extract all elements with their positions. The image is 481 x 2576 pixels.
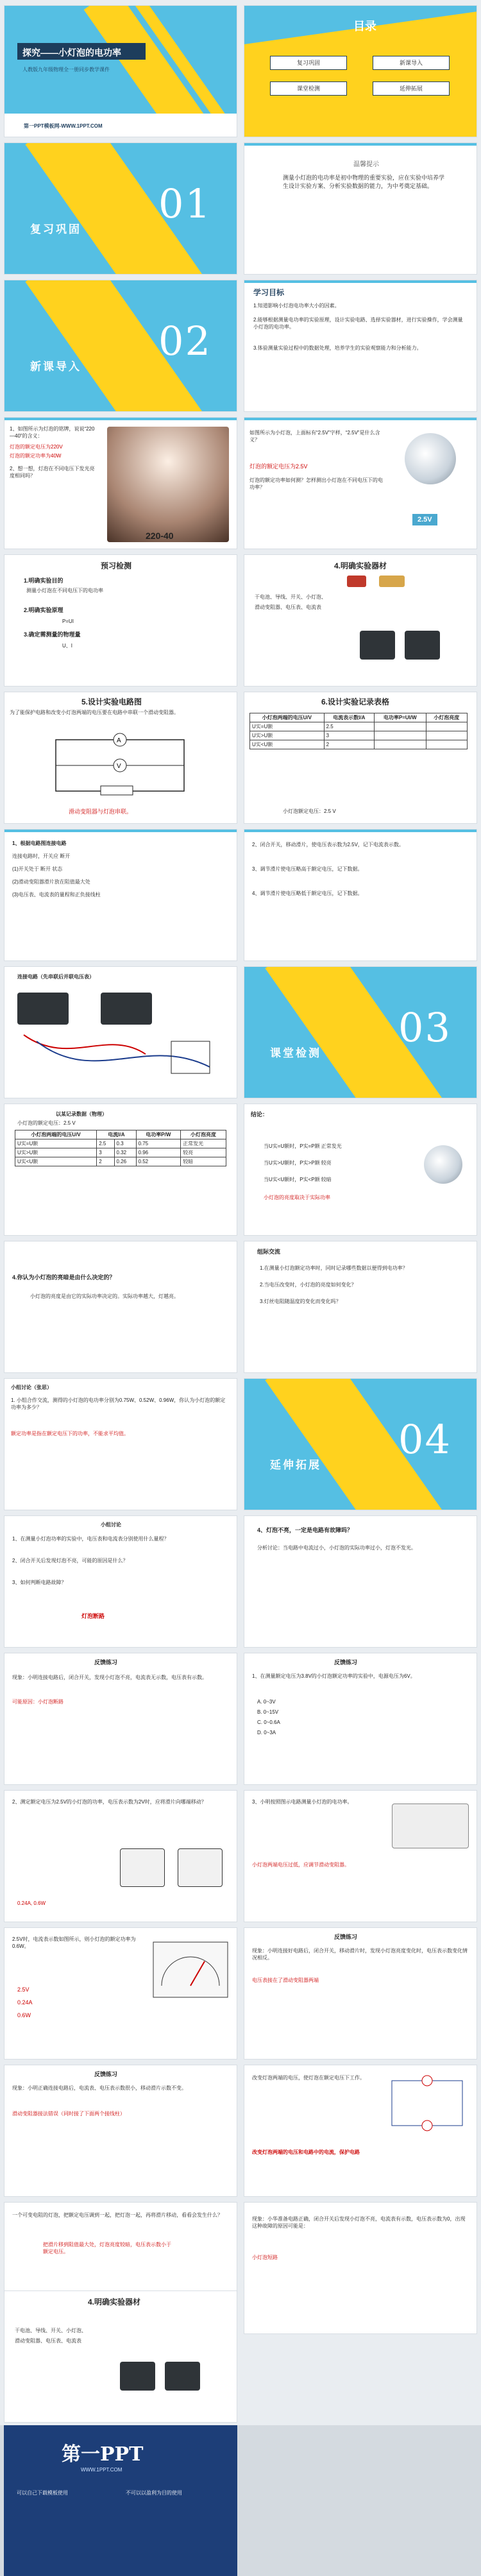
meter2-slide[interactable]: [4, 1927, 237, 2060]
intro-right-q2: 灯泡的额定功率如何测？怎样测出小灯泡在不同电压下的电功率？: [249, 477, 383, 490]
conclusion-3: 当U实<U额时，P实<P额 较暗: [264, 1177, 332, 1182]
reflect-answer: 小灯泡短路: [252, 2255, 278, 2260]
last-left-a: 把滑片移到阻值最大处，灯泡亮度较暗，电压表示数小于额定电压。: [43, 2242, 171, 2255]
data-header: 电功率P/W: [136, 1130, 181, 1139]
table-cell: U实<U额: [15, 1157, 97, 1166]
connection-slide[interactable]: [4, 966, 237, 1098]
goals-slide[interactable]: [244, 280, 477, 412]
discuss-3: 3、如何判断电路故障？: [12, 1580, 67, 1585]
section-2-title: 新课导入: [30, 361, 81, 373]
small-bulb-label: 2.5V: [412, 514, 437, 525]
table-row: [15, 1157, 226, 1166]
group-3: 3.灯丝电阻随温度的变化而变化吗？: [260, 1299, 341, 1304]
conclusion-note: 小灯泡的亮度取决于实际功率: [264, 1195, 330, 1200]
toc-slide[interactable]: [244, 5, 477, 137]
footer-logo: 第一PPT: [62, 2443, 144, 2466]
section-3-title: 课堂检测: [270, 1047, 321, 1059]
meter-dial-1: [120, 1848, 165, 1887]
prep-q2: 2.明确实验原理: [24, 607, 63, 613]
footer-line-2: 不可以以盈利为目的使用: [126, 2490, 182, 2496]
prep-slide[interactable]: [4, 554, 237, 687]
equipment2-line-1: 干电池、导线、开关、小灯泡、: [15, 2328, 87, 2333]
rheostat-diagram: [385, 2074, 469, 2132]
practice-answer: 可能原因：小灯泡断路: [12, 1699, 63, 1705]
data-header: 电流I/A: [97, 1130, 136, 1139]
question4-q: 4.你认为小灯泡的亮暗是由什么决定的？: [12, 1274, 115, 1281]
group-2: 2.当电压改变时，小灯泡的亮度如何变化？: [260, 1282, 357, 1288]
steps-right-slide[interactable]: [244, 829, 477, 961]
voltmeter-icon: [360, 631, 395, 660]
practice-text: 现象：小明连接电路后，闭合开关，发现小灯泡不亮，电流表无示数，电压表有示数。: [12, 1675, 207, 1680]
prep-q3: 3.确定需测量的物理量: [24, 631, 81, 638]
table-cell: U实=U额: [15, 1139, 97, 1148]
conclusion-slide[interactable]: [244, 1104, 477, 1236]
data-table: [15, 1130, 226, 1166]
section-1-number: 01: [158, 180, 212, 227]
gauge-icon: [152, 1941, 229, 1999]
cover-logo: 第一PPT模板网-WWW.1PPT.COM: [24, 123, 103, 129]
table-row: [250, 740, 468, 749]
feedback3-slide[interactable]: [244, 1927, 477, 2060]
table-cell: [375, 740, 426, 749]
toc-item-4[interactable]: 延伸拓展: [373, 81, 450, 96]
goal-3: 3.体验测量实验过程中的数据处理，培养学生的实验观察能力和分析能力。: [253, 345, 422, 351]
meter2-val1: 2.5V: [17, 1986, 30, 1993]
practice2-opt-c[interactable]: C. 0~0.6A: [257, 1719, 280, 1725]
fault-q: 4、灯泡不亮，一定是电路有故障吗？: [257, 1527, 353, 1533]
table-cell: 0.3: [114, 1139, 136, 1148]
svg-text:A: A: [117, 737, 121, 744]
practice-title: 反馈练习: [94, 1659, 118, 1666]
data-header: 小灯泡两端的电压U/V: [15, 1130, 97, 1139]
table-cell: 2: [97, 1157, 114, 1166]
equipment2-title: 4.明确实验器材: [88, 2298, 141, 2307]
step-right-3: 4、调节滑片使电压略低于额定电压，记下数据。: [252, 891, 363, 896]
table-cell: 正常发光: [181, 1139, 226, 1148]
conclusion-1: 当U实=U额时，P实=P额 正常发光: [264, 1143, 342, 1149]
feedback3-title: 反馈练习: [334, 1934, 358, 1940]
prep-title: 预习检测: [101, 561, 132, 570]
bulb-photo: [107, 427, 229, 542]
meter2-val3: 0.6W: [17, 2012, 31, 2018]
equipment-title: 4.明确实验器材: [334, 561, 387, 570]
prep-q1a: 测量小灯泡在不同电压下的电功率: [26, 588, 103, 593]
wire-diagram: [17, 1028, 229, 1093]
equipment-slide[interactable]: [244, 554, 477, 687]
connection-title: 连接电路（先串联后并联电压表）: [17, 974, 94, 980]
table-cell: [426, 722, 467, 731]
data-volt: 小灯泡的额定电压：2.5 V: [17, 1120, 76, 1126]
meter-answer: 0.24A, 0.6W: [17, 1900, 46, 1906]
intro-q1b: 灯泡的额定功率为40W: [10, 453, 62, 459]
practice2-slide[interactable]: [244, 1653, 477, 1785]
practice2-opt-b[interactable]: B. 0~15V: [257, 1709, 279, 1715]
last-right-answer: 改变灯泡两端的电压和电路中的电流，保护电路: [252, 2149, 360, 2155]
question4-slide[interactable]: [4, 1241, 237, 1373]
circuit-desc: 为了能保护电路和改变小灯泡两端的电压要在电路中串联一个滑动变阻器。: [10, 710, 179, 715]
step-left-2: 连接电路时，开关应 断开: [12, 853, 71, 859]
group-title: 组际交流: [257, 1249, 281, 1255]
discuss-answer: 灯泡断路: [81, 1613, 105, 1619]
tip-title: 温馨提示: [353, 161, 379, 168]
data-title: 以某记录数据（物理）: [56, 1111, 107, 1117]
summary-note: 额定功率是指在额定电压下的功率，不能求平均值。: [11, 1431, 129, 1437]
record-note: 小灯泡额定电压：2.5 V: [283, 808, 336, 814]
table-cell: 0.52: [136, 1157, 181, 1166]
practice2-q: 1、在测量额定电压为3.8V的小灯泡额定功率的实验中，电源电压为6V。: [252, 1673, 416, 1679]
switch-icon: [379, 576, 405, 587]
table-cell: 2: [324, 740, 374, 749]
intro-q2: 2、想一想，灯泡在不同电压下发光亮度相同吗？: [10, 466, 95, 479]
table-cell: 0.32: [114, 1148, 136, 1157]
step-left-4: (2)滑动变阻器滑片放在阻值最大处: [12, 879, 90, 885]
record-title: 6.设计实验记录表格: [321, 697, 390, 706]
table-cell: U实>U额: [250, 731, 325, 740]
last-right-slide[interactable]: [244, 2065, 477, 2197]
table-cell: 0.75: [136, 1139, 181, 1148]
circuit3-slide[interactable]: [244, 1790, 477, 1922]
toc-item-3[interactable]: 课堂检测: [270, 81, 347, 96]
step-right-1: 2、闭合开关，移动滑片，使电压表示数为2.5V，记下电流表示数。: [252, 842, 404, 848]
conclusion-2: 当U实>U额时，P实>P额 较亮: [264, 1160, 332, 1166]
table-cell: [426, 731, 467, 740]
prep-q1: 1.明确实验目的: [24, 577, 63, 584]
svg-text:V: V: [117, 763, 121, 770]
table-cell: 0.96: [136, 1148, 181, 1157]
circuit3-q: 3、小明按照图示电路测量小灯泡的电功率。: [252, 1799, 353, 1805]
meter-dial-2: [178, 1848, 223, 1887]
tip-slide[interactable]: [244, 142, 477, 275]
cover-slide[interactable]: [4, 5, 237, 137]
section-4-title: 延伸拓展: [270, 1459, 321, 1471]
practice2-title: 反馈练习: [334, 1659, 358, 1666]
meter-slide[interactable]: [4, 1790, 237, 1922]
summary-slide[interactable]: [4, 1378, 237, 1510]
intro-q1: 1、如图所示为灯泡的铭牌，说说“220—40”的含义：: [10, 426, 95, 439]
ammeter-photo: [17, 993, 69, 1025]
table-row: [15, 1148, 226, 1157]
discuss-slide[interactable]: [4, 1515, 237, 1648]
record-header: 小灯泡亮度: [426, 713, 467, 722]
footer: [0, 2425, 481, 2576]
fault-slide[interactable]: [244, 1515, 477, 1648]
record-header: 电功率P=UI/W: [375, 713, 426, 722]
goals-title: 学习目标: [253, 288, 285, 297]
section-2-number: 02: [158, 318, 212, 364]
tip-text: 测量小灯泡的电功率是初中物理的重要实验，应在实验中培养学生设计实验方案、分析实验数据的能力，为中考奠定基础。: [283, 175, 445, 189]
ammeter-icon: [405, 631, 440, 660]
table-cell: [426, 740, 467, 749]
record-header: 电流表示数I/A: [324, 713, 374, 722]
practice2-opt-d[interactable]: D. 0~3A: [257, 1730, 276, 1736]
data-header: 小灯泡亮度: [181, 1130, 226, 1139]
meter2-q: 2.5V时，电流表示数如图所示，则小灯泡的额定功率为 0.6W。: [12, 1936, 136, 1949]
goal-2: 2.能够根据测量电功率的实验原理，设计实验电路、选择实验器材，进行实验操作，学会测量小灯泡的电功率。: [253, 317, 463, 330]
table-row: [15, 1139, 226, 1148]
table-cell: [375, 722, 426, 731]
feedback4-title: 反馈练习: [94, 2071, 118, 2077]
footer-site[interactable]: WWW.1PPT.COM: [81, 2467, 122, 2473]
question4-a: 小灯泡的亮度是由它的实际功率决定的。实际功率越大，灯越亮。: [30, 1293, 179, 1299]
cover-subtitle: 人教版九年级物理全一册同步教学课件: [22, 67, 110, 73]
table-cell: 3: [324, 731, 374, 740]
table-row: [250, 731, 468, 740]
cover-title: 探究——小灯泡的电功率: [22, 47, 121, 58]
intro-right-slide[interactable]: [244, 417, 477, 549]
intro-slide[interactable]: [4, 417, 237, 549]
fault-a: 分析讨论：当电路中电流过小，小灯泡的实际功率过小，灯泡不发光。: [257, 1545, 416, 1551]
table-cell: 3: [97, 1148, 114, 1157]
meter2-val2: 0.24A: [17, 1999, 33, 2006]
bulb-label: 220-40: [146, 531, 174, 541]
small-bulb-icon: [405, 433, 456, 484]
ammeter-icon: [165, 2362, 200, 2391]
equipment-line-1: 干电池、导线、开关、小灯泡、: [255, 594, 326, 600]
summary-text: 1. 小组合作交流，测得的小灯泡的电功率分别为0.75W、0.52W、0.96W，你认为小灯泡的额定功率为多少？: [11, 1397, 226, 1410]
feedback4-slide[interactable]: [4, 2065, 237, 2197]
last-right-q: 改变灯泡两端的电压，使灯泡在额定电压下工作。: [252, 2075, 365, 2081]
step-right-2: 3、调节滑片使电压略高于额定电压，记下数据。: [252, 866, 363, 872]
table-cell: 2.5: [97, 1139, 114, 1148]
circuit-slide[interactable]: [4, 692, 237, 824]
reflect-slide[interactable]: [244, 2202, 477, 2334]
goal-1: 1.知道影响小灯泡电功率大小的因素。: [253, 303, 340, 309]
toc-item-2[interactable]: 新课导入: [373, 56, 450, 70]
circuit3-note: 小灯泡两端电压过低，应调节滑动变阻器。: [252, 1862, 350, 1868]
intro-right-q: 如图所示为小灯泡，上面标有“2.5V”字样，“2.5V”是什么含义？: [249, 430, 380, 443]
section-1-slide[interactable]: [4, 142, 237, 275]
step-left-1: 1、根据电路图连接电路: [12, 840, 67, 846]
summary-title: 小组讨论（张思）: [11, 1385, 52, 1390]
bulb-icon: [424, 1145, 462, 1184]
step-left-3: (1)开关处于 断开 状态: [12, 866, 63, 872]
prep-q2a: P=UI: [62, 618, 74, 624]
discuss-2: 2、闭合开关后发现灯泡不亮，可能的原因是什么？: [12, 1558, 128, 1564]
feedback4-text: 现象：小明正确连接电路后，电流表、电压表示数很小，移动滑片示数不变。: [12, 2085, 187, 2091]
group-slide[interactable]: [244, 1241, 477, 1373]
step-left-5: (3)电压表、电流表的量程和正负接线柱: [12, 892, 101, 898]
discuss-title: 小组讨论: [101, 1522, 121, 1528]
discuss-1: 1、在测量小灯泡功率的实验中，电压表和电流表分别使用什么量程？: [12, 1536, 169, 1542]
circuit-title: 5.设计实验电路图: [81, 697, 142, 706]
intro-q1a: 灯泡的额定电压为220V: [10, 444, 63, 450]
voltmeter-icon: [120, 2362, 155, 2391]
footer-card: [4, 2425, 237, 2576]
data-table-slide[interactable]: [4, 1104, 237, 1236]
table-cell: 0.26: [114, 1157, 136, 1166]
group-1: 1.在测量小灯泡额定功率时，同时记录哪些数据以便得到电功率？: [260, 1265, 408, 1271]
table-cell: [375, 731, 426, 740]
feedback3-answer: 电压表接在了滑动变阻器两端: [252, 1977, 319, 1983]
section-3-slide[interactable]: [244, 966, 477, 1098]
table-cell: U实=U额: [250, 722, 325, 731]
section-4-number: 04: [398, 1416, 451, 1463]
conclusion-title: 结论：: [251, 1111, 269, 1118]
voltmeter-photo: [101, 993, 152, 1025]
reflect-text: 现象：小华准备电路正确，闭合开关后发现小灯泡不亮，电流表有示数，电压表示数为0，出现这种故障的原因可能是：: [252, 2216, 466, 2229]
equipment2-line-2: 滑动变阻器、电压表、电流表: [15, 2338, 81, 2344]
battery-icon: [347, 576, 366, 587]
toc-item-1[interactable]: 复习巩固: [270, 56, 347, 70]
circuit-photo: [392, 1804, 469, 1848]
table-cell: 2.5: [324, 722, 374, 731]
steps-left-slide[interactable]: [4, 829, 237, 961]
record-slide[interactable]: [244, 692, 477, 824]
table-cell: U实<U额: [250, 740, 325, 749]
footer-line-1: 可以自己下载模板使用: [17, 2490, 68, 2496]
feedback4-answer: 滑动变阻器接法错误（同时接了下面两个接线柱）: [12, 2111, 125, 2117]
section-3-number: 03: [398, 1004, 451, 1051]
circuit-diagram: [43, 727, 197, 804]
record-table: [249, 713, 468, 749]
table-cell: 较暗: [181, 1157, 226, 1166]
intro-right-a1: 灯泡的额定电压为2.5V: [249, 463, 308, 470]
practice2-opt-a[interactable]: A. 0~3V: [257, 1699, 276, 1705]
table-cell: 较亮: [181, 1148, 226, 1157]
equipment2-slide[interactable]: [4, 2290, 237, 2423]
section-4-slide[interactable]: [244, 1378, 477, 1510]
last-left-q: 一个可变电阻的灯泡，把额定电压调到一起，把灯泡一起，再将滑片移动，看看会发生什么？: [12, 2212, 223, 2218]
section-1-title: 复习巩固: [30, 223, 81, 235]
feedback3-text: 现象：小明连接好电路后，闭合开关，移动滑片时，发现小灯泡亮度变化时，电压表示数变化情况相反。: [252, 1948, 468, 1961]
practice-slide[interactable]: [4, 1653, 237, 1785]
meter-q: 2、测定额定电压为2.5V的小灯泡的功率，电压表示数为2V时，应将滑片向哪端移动？: [12, 1799, 207, 1805]
table-cell: U实>U额: [15, 1148, 97, 1157]
equipment-line-2: 滑动变阻器、电压表、电流表: [255, 604, 321, 610]
section-2-slide[interactable]: [4, 280, 237, 412]
prep-q3a: U、I: [62, 643, 72, 649]
circuit-answer: 滑动变阻器与灯泡串联。: [69, 808, 133, 815]
toc-title: 目录: [353, 20, 376, 33]
record-header: 小灯泡两端的电压U/V: [250, 713, 325, 722]
table-row: [250, 722, 468, 731]
